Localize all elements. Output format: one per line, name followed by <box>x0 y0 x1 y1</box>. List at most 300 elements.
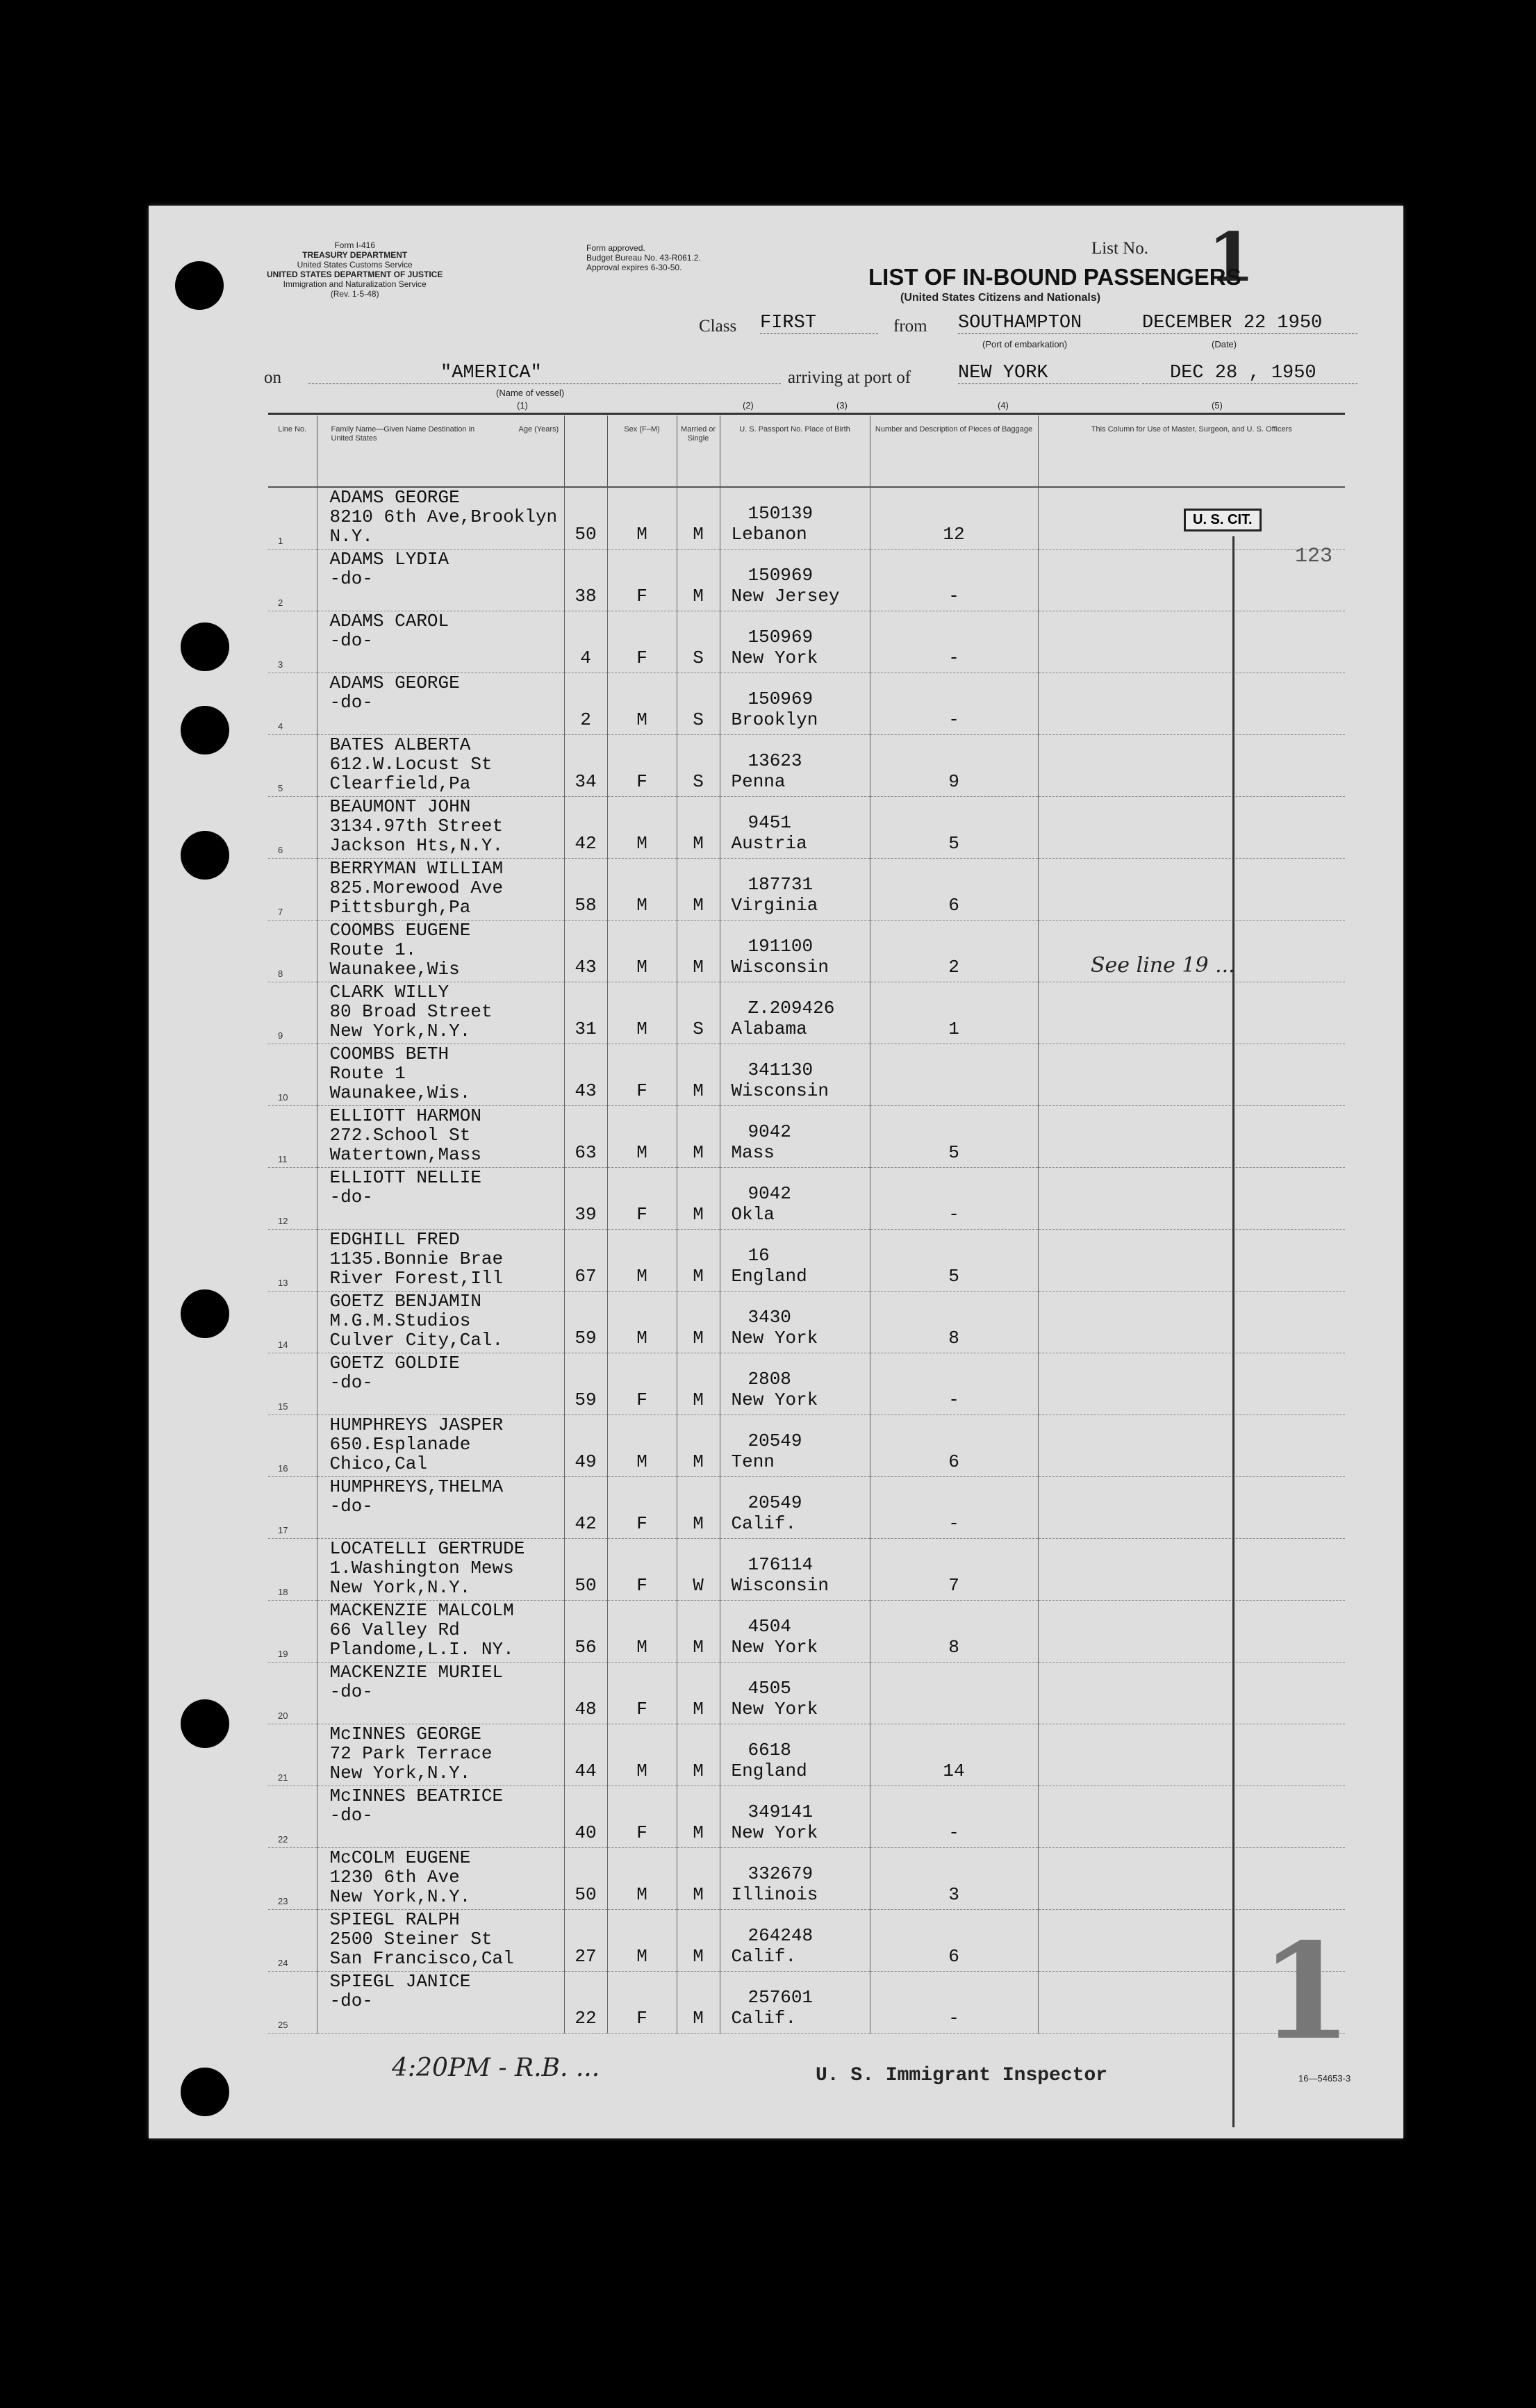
baggage-count: - <box>948 709 959 730</box>
line-number-cell <box>268 982 317 1044</box>
marital-cell <box>677 487 720 550</box>
officer-use-cell <box>1038 797 1345 859</box>
age-cell <box>564 1539 607 1601</box>
baggage-cell <box>870 1910 1038 1972</box>
age: 40 <box>575 1822 597 1843</box>
baggage-count: - <box>948 648 959 668</box>
arriving-label: arriving at port of <box>788 368 911 387</box>
passenger-name: ELLIOTT HARMON <box>329 1105 481 1126</box>
sex: F <box>636 1204 647 1225</box>
passport-number: 187731 <box>748 874 814 895</box>
address-line-2: Clearfield,Pa <box>329 773 471 794</box>
marital-cell <box>677 1230 720 1292</box>
passport-cell <box>720 673 870 735</box>
page-title: LIST OF IN-BOUND PASSENGERS <box>868 264 1241 290</box>
name-cell <box>317 1292 564 1353</box>
name-cell <box>317 487 564 550</box>
table-row <box>268 982 1345 1044</box>
sex-cell <box>607 1848 677 1910</box>
age-cell <box>564 1292 607 1353</box>
age: 50 <box>575 1575 597 1596</box>
officer-use-cell <box>1038 673 1345 735</box>
passenger-name: BATES ALBERTA <box>329 734 471 755</box>
marital-cell <box>677 1910 720 1972</box>
baggage-cell <box>870 1415 1038 1477</box>
address-line-1: 650.Esplanade <box>329 1434 471 1455</box>
sex-cell <box>607 1044 677 1106</box>
sex-cell <box>607 673 677 735</box>
address-line-1: Route 1. <box>329 939 417 960</box>
passport-cell <box>720 1106 870 1168</box>
passenger-name: ADAMS LYDIA <box>329 549 449 570</box>
marital-cell <box>677 921 720 982</box>
officer-use-cell <box>1038 1044 1345 1106</box>
sex-cell <box>607 1106 677 1168</box>
col-header-line: Line No. <box>268 415 317 487</box>
baggage-cell <box>870 1292 1038 1353</box>
passport-number: Z.209426 <box>748 998 835 1019</box>
age-cell <box>564 1415 607 1477</box>
sex-cell <box>607 1292 677 1353</box>
address-line-2: Pittsburgh,Pa <box>329 897 471 918</box>
baggage-cell <box>870 1848 1038 1910</box>
address-line-2: Waunakee,Wis <box>329 959 460 980</box>
officer-use-cell <box>1038 859 1345 921</box>
passport-number: 332679 <box>748 1863 814 1884</box>
officer-use-cell <box>1038 982 1345 1044</box>
passenger-name: McINNES BEATRICE <box>329 1786 504 1806</box>
table-row <box>268 1724 1345 1786</box>
name-cell <box>317 1230 564 1292</box>
marital-status: M <box>693 1884 704 1905</box>
passport-number: 150969 <box>748 565 814 586</box>
baggage-cell <box>870 1786 1038 1848</box>
marital-cell <box>677 1539 720 1601</box>
table-row <box>268 1415 1345 1477</box>
name-cell <box>317 1910 564 1972</box>
age-cell <box>564 921 607 982</box>
list-no-label: List No. <box>1091 239 1148 258</box>
passport-number: 20549 <box>748 1492 802 1513</box>
passport-cell <box>720 859 870 921</box>
place-of-birth: New York <box>731 1389 818 1410</box>
form-identification <box>267 240 443 299</box>
marital-status: W <box>693 1575 704 1596</box>
address-line-2: -do- <box>329 1681 373 1702</box>
marital-status: M <box>693 1204 704 1225</box>
age-cell <box>564 1786 607 1848</box>
place-of-birth: New York <box>731 1637 818 1658</box>
line-number-cell <box>268 921 317 982</box>
port-embarkation: SOUTHAMPTON <box>958 313 1140 334</box>
passport-number: 176114 <box>748 1554 814 1575</box>
age: 50 <box>575 1884 597 1905</box>
marital-cell <box>677 1724 720 1786</box>
vessel-name: "AMERICA" <box>308 363 781 384</box>
col-header-passport: U. S. Passport No. Place of Birth <box>720 415 870 487</box>
marital-cell <box>677 1601 720 1663</box>
place-of-birth: Lebanon <box>731 524 807 545</box>
baggage-cell <box>870 797 1038 859</box>
sex: F <box>636 2008 647 2029</box>
sex: M <box>636 895 647 916</box>
marital-cell <box>677 859 720 921</box>
passenger-name: GOETZ GOLDIE <box>329 1353 460 1374</box>
line-number-cell <box>268 1910 317 1972</box>
marital-status: M <box>693 2008 704 2029</box>
place-of-birth: Tenn <box>731 1451 775 1472</box>
sex-cell <box>607 1724 677 1786</box>
table-row <box>268 1910 1345 1972</box>
marital-cell <box>677 611 720 673</box>
passport-cell <box>720 1786 870 1848</box>
passenger-name: McINNES GEORGE <box>329 1724 481 1745</box>
age: 56 <box>575 1637 597 1658</box>
passport-cell <box>720 550 870 611</box>
age: 22 <box>575 2008 597 2029</box>
marital-status: M <box>693 1142 704 1163</box>
name-cell <box>317 1477 564 1539</box>
table-row <box>268 1539 1345 1601</box>
baggage-count: - <box>948 1822 959 1843</box>
age: 31 <box>575 1019 597 1039</box>
sex: F <box>636 771 647 792</box>
approval-block <box>586 243 701 272</box>
age-cell <box>564 1230 607 1292</box>
passport-cell <box>720 611 870 673</box>
baggage-cell <box>870 1601 1038 1663</box>
table-row <box>268 797 1345 859</box>
baggage-count: 5 <box>948 833 959 854</box>
baggage-cell <box>870 921 1038 982</box>
age-cell <box>564 1724 607 1786</box>
passenger-name: LOCATELLI GERTRUDE <box>329 1538 525 1559</box>
table-row <box>268 1168 1345 1230</box>
sex-cell <box>607 1230 677 1292</box>
marital-status: M <box>693 1389 704 1410</box>
baggage-cell <box>870 1168 1038 1230</box>
passport-number: 264248 <box>748 1925 814 1946</box>
line-number-cell <box>268 1044 317 1106</box>
address-line-2: New York,N.Y. <box>329 1021 471 1041</box>
passport-cell <box>720 1415 870 1477</box>
address-line-1: 2500 Steiner St <box>329 1929 493 1949</box>
line-number-cell <box>268 797 317 859</box>
line-number-cell <box>268 1415 317 1477</box>
address-line-2: -do- <box>329 1187 373 1207</box>
marital-cell <box>677 1786 720 1848</box>
address-line-2: -do- <box>329 1496 373 1517</box>
passenger-rows <box>268 487 1345 2034</box>
class-label: Class <box>699 317 737 336</box>
col-number: (5) <box>1212 400 1223 411</box>
sex: M <box>636 1142 647 1163</box>
line-number: 9 <box>278 1030 283 1041</box>
marital-status: S <box>693 771 704 792</box>
baggage-count: 1 <box>948 1019 959 1039</box>
sex-cell <box>607 1168 677 1230</box>
baggage-count: - <box>948 1513 959 1534</box>
header-rule <box>268 413 1345 415</box>
age: 59 <box>575 1328 597 1349</box>
sex-cell <box>607 735 677 797</box>
baggage-count: 2 <box>948 957 959 978</box>
name-cell <box>317 982 564 1044</box>
baggage-count: 6 <box>948 1451 959 1472</box>
age: 43 <box>575 957 597 978</box>
line-number-cell <box>268 1353 317 1415</box>
address-line-2: -do- <box>329 1990 373 2011</box>
baggage-cell <box>870 1477 1038 1539</box>
officer-use-cell <box>1038 1230 1345 1292</box>
col-header-officers: This Column for Use of Master, Surgeon, and U. S. Officers <box>1038 415 1345 487</box>
line-number-cell <box>268 1786 317 1848</box>
age: 67 <box>575 1266 597 1287</box>
baggage-cell <box>870 673 1038 735</box>
name-cell <box>317 1663 564 1724</box>
passport-number: 349141 <box>748 1801 814 1822</box>
col-number: (3) <box>836 400 848 411</box>
sex: M <box>636 1019 647 1039</box>
officer-use-cell <box>1038 1353 1345 1415</box>
marital-status: S <box>693 648 704 668</box>
line-number-cell <box>268 1477 317 1539</box>
handwritten-signature: 4:20PM - R.B. ... <box>392 2054 600 2082</box>
marital-cell <box>677 673 720 735</box>
line-number: 10 <box>278 1092 288 1103</box>
name-cell <box>317 673 564 735</box>
vessel-caption: (Name of vessel) <box>496 388 565 398</box>
table-row <box>268 673 1345 735</box>
name-cell <box>317 1724 564 1786</box>
stamp-number: 123 <box>1295 545 1333 568</box>
marital-cell <box>677 1044 720 1106</box>
table-row <box>268 735 1345 797</box>
marital-status: M <box>693 1451 704 1472</box>
age-cell <box>564 1106 607 1168</box>
age: 43 <box>575 1080 597 1101</box>
passport-number: 150969 <box>748 627 814 648</box>
sex: M <box>636 833 647 854</box>
baggage-count: 8 <box>948 1637 959 1658</box>
baggage-cell <box>870 550 1038 611</box>
sex: M <box>636 709 647 730</box>
sex-cell <box>607 982 677 1044</box>
passport-cell <box>720 735 870 797</box>
name-cell <box>317 1848 564 1910</box>
table-row <box>268 1230 1345 1292</box>
marital-cell <box>677 1292 720 1353</box>
baggage-count: - <box>948 2008 959 2029</box>
handwritten-side-note: See line 19 ... <box>1091 953 1235 978</box>
place-of-birth: Calif. <box>731 1946 797 1967</box>
place-of-birth: Wisconsin <box>731 957 829 978</box>
large-list-number: 1 <box>1260 1914 1353 2069</box>
print-code: 16—54653-3 <box>1298 2073 1351 2084</box>
baggage-count: 8 <box>948 1328 959 1349</box>
place-of-birth: Virginia <box>731 895 818 916</box>
passport-cell <box>720 1168 870 1230</box>
name-cell <box>317 735 564 797</box>
marital-status: M <box>693 1760 704 1781</box>
officer-use-cell <box>1038 1415 1345 1477</box>
marital-cell <box>677 1106 720 1168</box>
sex: F <box>636 648 647 668</box>
marital-cell <box>677 982 720 1044</box>
passport-number: 150969 <box>748 688 814 709</box>
baggage-cell <box>870 1539 1038 1601</box>
address-line-2: -do- <box>329 1805 373 1826</box>
passenger-name: MACKENZIE MALCOLM <box>329 1600 514 1621</box>
age-cell <box>564 859 607 921</box>
baggage-cell <box>870 859 1038 921</box>
age-cell <box>564 611 607 673</box>
name-cell <box>317 611 564 673</box>
name-cell <box>317 1601 564 1663</box>
baggage-count: - <box>948 1389 959 1410</box>
place-of-birth: Wisconsin <box>731 1080 829 1101</box>
address-line-2: New York,N.Y. <box>329 1763 471 1783</box>
line-number-cell <box>268 1168 317 1230</box>
age: 4 <box>580 648 591 668</box>
marital-status: M <box>693 1266 704 1287</box>
col-header-name: Family Name—Given Name Destination in United StatesAge (Years) <box>317 415 564 487</box>
officer-use-cell <box>1038 1292 1345 1353</box>
table-row <box>268 1663 1345 1724</box>
marital-cell <box>677 1415 720 1477</box>
col-number: (2) <box>743 400 754 411</box>
passport-number: 3430 <box>748 1307 791 1328</box>
sex: M <box>636 1266 647 1287</box>
age: 27 <box>575 1946 597 1967</box>
passport-cell <box>720 982 870 1044</box>
address-line-2: -do- <box>329 568 373 589</box>
passport-cell <box>720 1353 870 1415</box>
sex-cell <box>607 550 677 611</box>
list-no-value: 1 <box>1208 218 1255 297</box>
approval-line: Budget Bureau No. 43-R061.2. <box>586 253 701 263</box>
place-of-birth: New York <box>731 1328 818 1349</box>
marital-cell <box>677 1848 720 1910</box>
passenger-name: EDGHILL FRED <box>329 1229 460 1250</box>
table-row <box>268 1477 1345 1539</box>
sex: M <box>636 1946 647 1967</box>
sex: F <box>636 1699 647 1720</box>
passport-cell <box>720 1230 870 1292</box>
sex: F <box>636 1080 647 1101</box>
sex-cell <box>607 1601 677 1663</box>
line-number-cell <box>268 1663 317 1724</box>
line-number-cell <box>268 1848 317 1910</box>
passenger-name: HUMPHREYS JASPER <box>329 1415 504 1435</box>
passport-number: 4505 <box>748 1678 791 1699</box>
passport-cell <box>720 1848 870 1910</box>
officer-use-cell <box>1038 1848 1345 1910</box>
line-number: 22 <box>278 1834 288 1845</box>
address-line-1: 1.Washington Mews <box>329 1558 514 1578</box>
arrival-date: DEC 28 , 1950 <box>1142 363 1357 384</box>
port-embarkation-caption: (Port of embarkation) <box>982 339 1068 349</box>
baggage-cell <box>870 1353 1038 1415</box>
table-row <box>268 1292 1345 1353</box>
line-number-cell <box>268 1106 317 1168</box>
baggage-count: 3 <box>948 1884 959 1905</box>
check-line <box>1232 536 1234 2127</box>
departure-date: DECEMBER 22 1950 <box>1142 313 1357 334</box>
punch-hole <box>181 706 229 754</box>
form-number: Form I-416 <box>334 240 376 250</box>
dept-line: TREASURY DEPARTMENT <box>302 250 408 260</box>
age-cell <box>564 673 607 735</box>
from-label: from <box>893 317 927 336</box>
age: 42 <box>575 1513 597 1534</box>
line-number: 7 <box>278 907 283 917</box>
passport-cell <box>720 1477 870 1539</box>
age: 2 <box>580 709 591 730</box>
line-number: 18 <box>278 1587 288 1597</box>
marital-cell <box>677 1972 720 2034</box>
age: 48 <box>575 1699 597 1720</box>
sex: M <box>636 1884 647 1905</box>
officer-use-cell <box>1038 611 1345 673</box>
marital-status: M <box>693 1513 704 1534</box>
inspector-label: U. S. Immigrant Inspector <box>816 2065 1108 2086</box>
marital-status: S <box>693 1019 704 1039</box>
sex-cell <box>607 611 677 673</box>
address-line-2: N.Y. <box>329 526 373 547</box>
baggage-count: 9 <box>948 771 959 792</box>
sex: F <box>636 1575 647 1596</box>
on-label: on <box>264 368 281 387</box>
line-number-cell <box>268 1230 317 1292</box>
col-number: (1) <box>517 400 528 411</box>
line-number-cell <box>268 487 317 550</box>
marital-status: M <box>693 1328 704 1349</box>
sex: M <box>636 1637 647 1658</box>
place-of-birth: Okla <box>731 1204 775 1225</box>
line-number-cell <box>268 1972 317 2034</box>
place-of-birth: New York <box>731 1822 818 1843</box>
marital-status: M <box>693 957 704 978</box>
line-number-cell <box>268 611 317 673</box>
sex: M <box>636 524 647 545</box>
place-of-birth: Wisconsin <box>731 1575 829 1596</box>
approval-line: Approval expires 6-30-50. <box>586 263 682 272</box>
passenger-name: CLARK WILLY <box>329 982 449 1003</box>
dept-line: United States Customs Service <box>297 260 413 270</box>
sex-cell <box>607 1972 677 2034</box>
place-of-birth: New York <box>731 648 818 668</box>
line-number: 19 <box>278 1649 288 1659</box>
line-number-cell <box>268 859 317 921</box>
sex-cell <box>607 1663 677 1724</box>
marital-cell <box>677 1168 720 1230</box>
address-line-1: 72 Park Terrace <box>329 1743 493 1764</box>
table-row <box>268 1044 1345 1106</box>
baggage-cell <box>870 1230 1038 1292</box>
address-line-1: 3134.97th Street <box>329 816 504 836</box>
marital-cell <box>677 1353 720 1415</box>
name-cell <box>317 1106 564 1168</box>
line-number: 21 <box>278 1772 288 1783</box>
passenger-name: BERRYMAN WILLIAM <box>329 858 504 879</box>
baggage-count: 14 <box>943 1760 965 1781</box>
line-number-cell <box>268 1724 317 1786</box>
line-number: 12 <box>278 1216 288 1226</box>
line-number: 25 <box>278 2020 288 2030</box>
marital-status: M <box>693 524 704 545</box>
line-number: 4 <box>278 721 283 732</box>
